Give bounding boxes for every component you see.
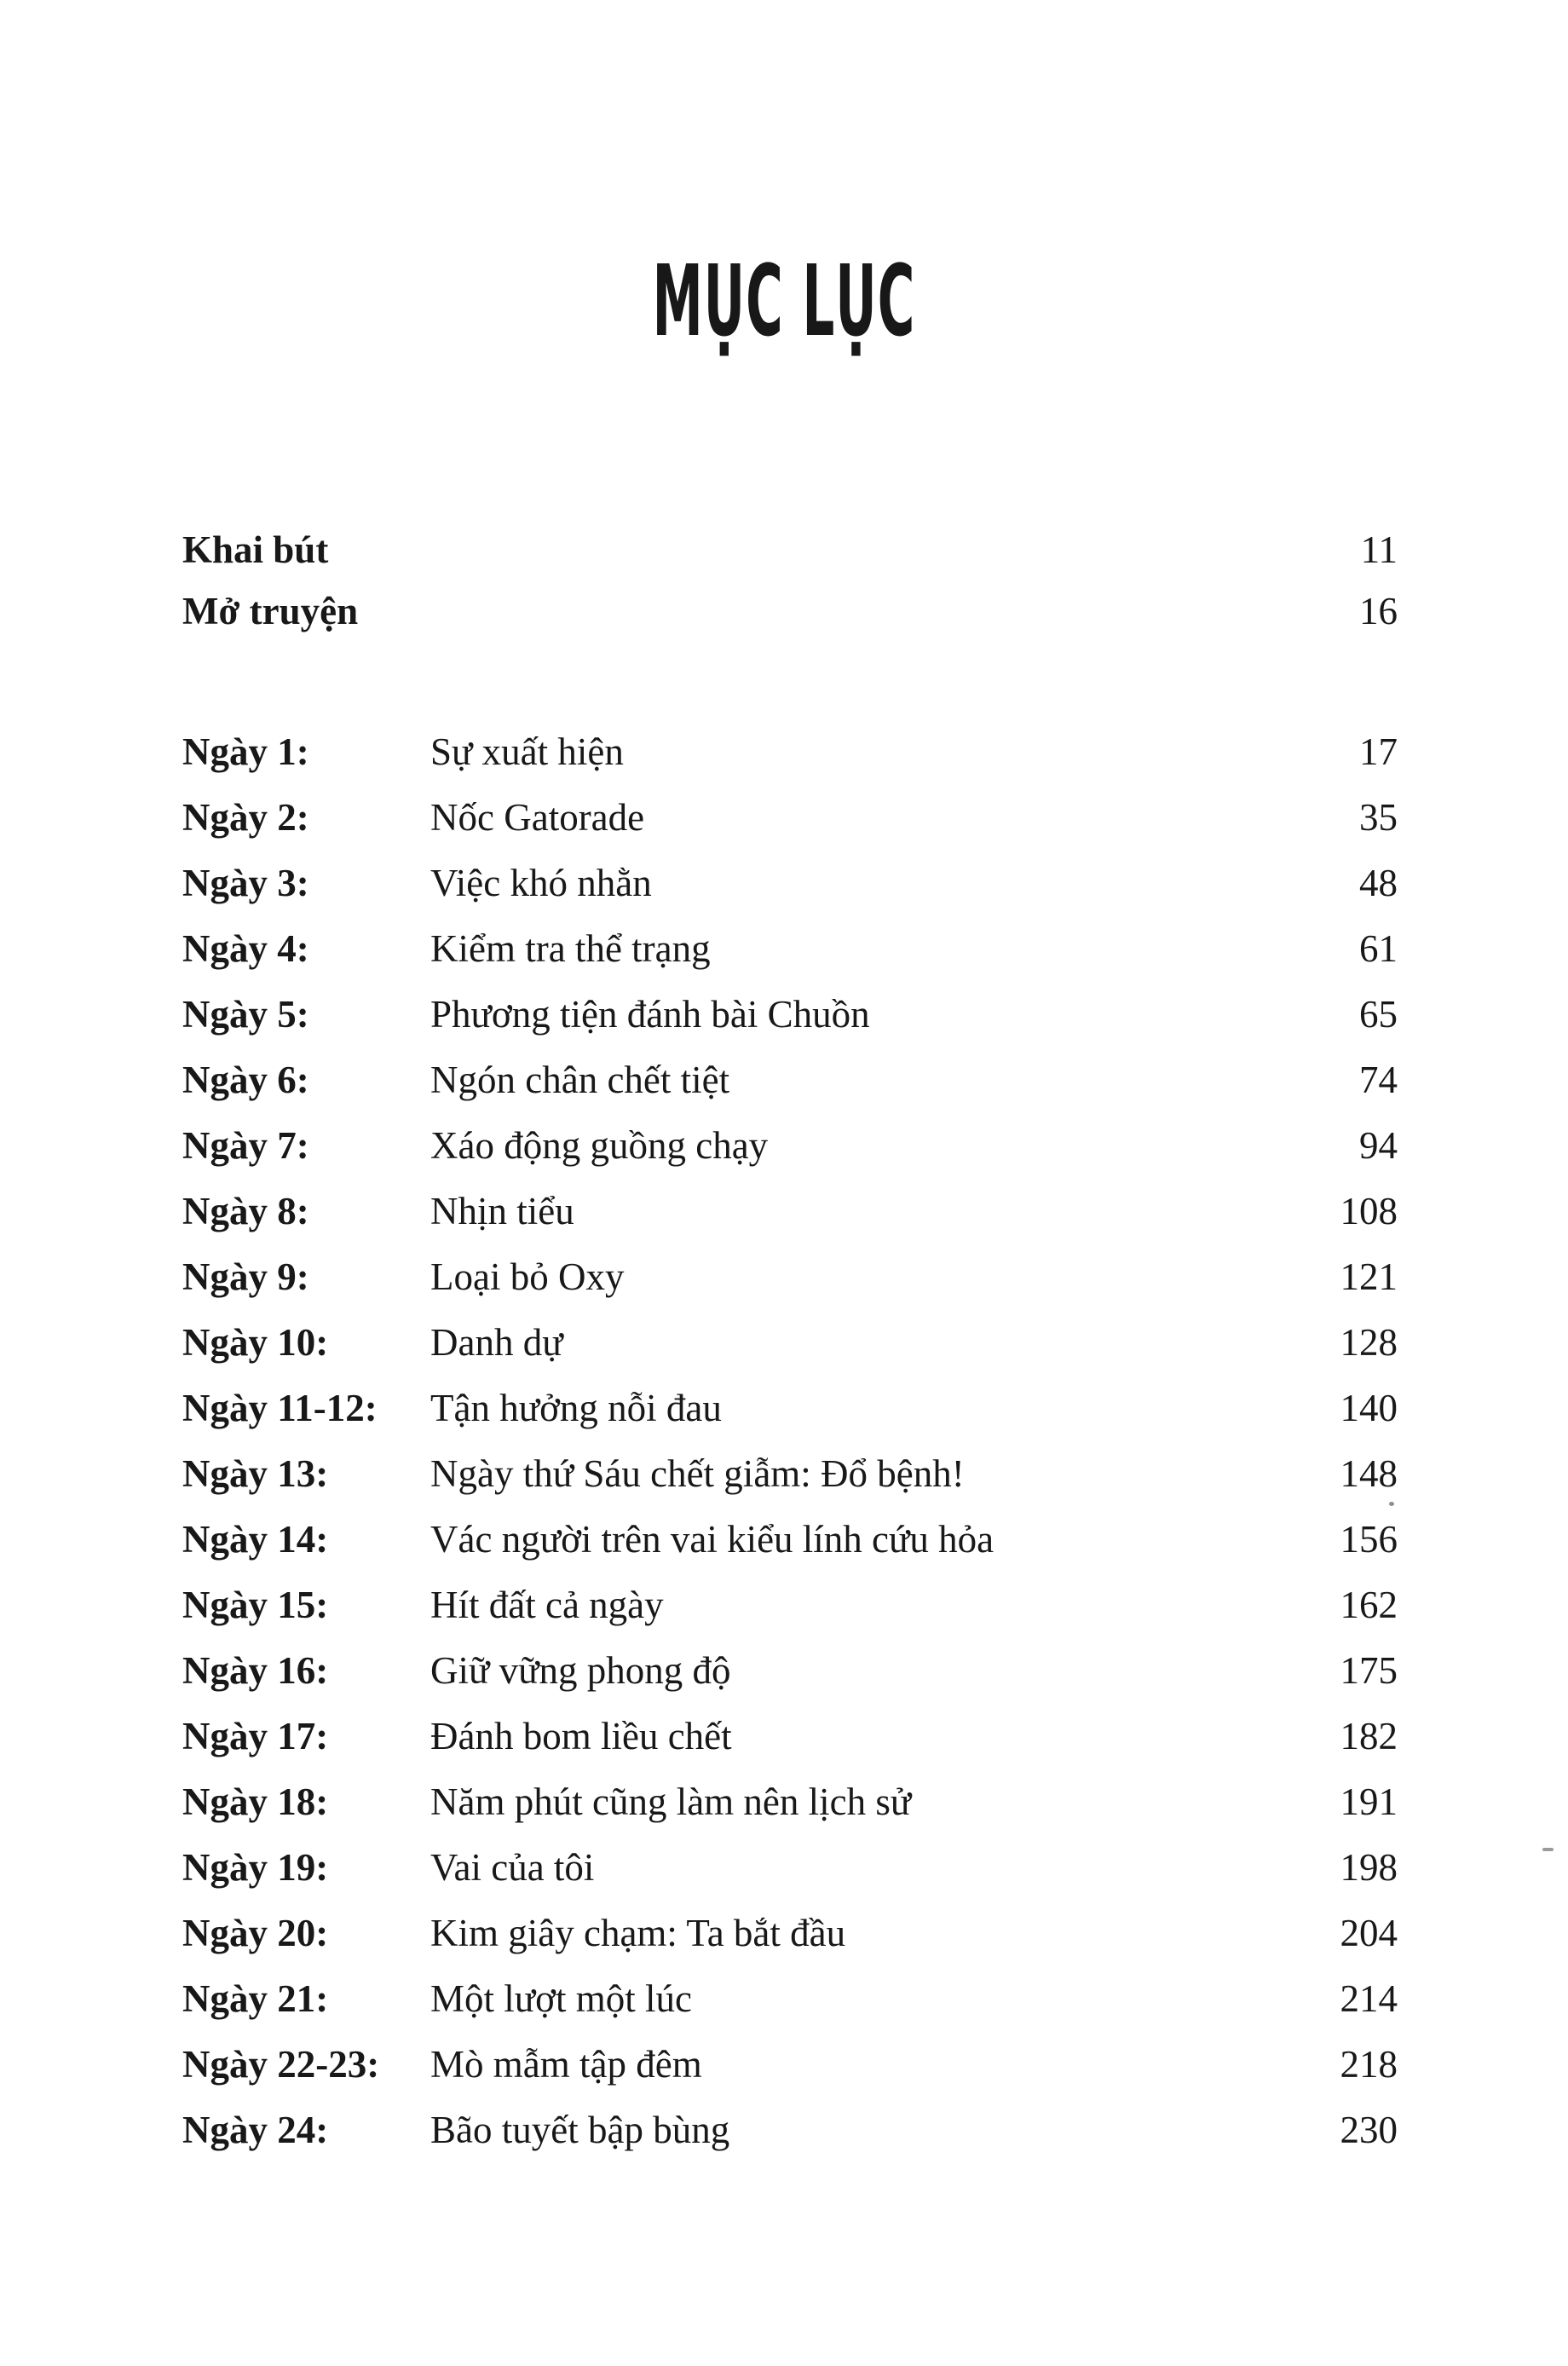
toc-chapter-row xyxy=(182,1841,1398,1894)
toc-row-page-number: 182 xyxy=(1340,1715,1398,1757)
toc-chapter-row xyxy=(182,1316,1398,1369)
toc-row-label: Ngày 15: xyxy=(182,1584,329,1626)
toc-chapter-row xyxy=(182,1382,1398,1434)
toc-row-title: Kim giây chạm: Ta bắt đầu xyxy=(430,1912,846,1954)
toc-chapter-row xyxy=(182,791,1398,844)
toc-row-page-number: 17 xyxy=(1359,730,1398,773)
toc-row-title: Tận hưởng nỗi đau xyxy=(430,1387,722,1429)
toc-row-page-number: 204 xyxy=(1340,1912,1398,1954)
toc-chapter-row xyxy=(182,2038,1398,2091)
toc-row-title: Ngày thứ Sáu chết giẫm: Đổ bệnh! xyxy=(430,1452,965,1495)
toc-row-label: Ngày 8: xyxy=(182,1190,309,1232)
toc-row-page-number: 198 xyxy=(1340,1846,1398,1889)
toc-row-title: Nhịn tiểu xyxy=(430,1190,574,1232)
toc-front-row xyxy=(182,523,1398,576)
toc-row-title: Loại bỏ Oxy xyxy=(430,1255,625,1298)
toc-chapter-row xyxy=(182,1710,1398,1763)
toc-row-page-number: 156 xyxy=(1340,1518,1398,1561)
toc-row-title: Kiểm tra thể trạng xyxy=(430,927,711,970)
toc-row-title: Nốc Gatorade xyxy=(430,796,645,839)
toc-row-title: Năm phút cũng làm nên lịch sử xyxy=(430,1780,912,1823)
toc-row-title: Xáo động guồng chạy xyxy=(430,1124,769,1167)
toc-row-page-number: 148 xyxy=(1340,1452,1398,1495)
toc-row-title: Một lượt một lúc xyxy=(430,1977,692,2020)
toc-chapter-row xyxy=(182,1972,1398,2025)
toc-row-title: Sự xuất hiện xyxy=(430,730,624,773)
toc-row-label: Ngày 18: xyxy=(182,1780,329,1823)
toc-row-page-number: 108 xyxy=(1340,1190,1398,1232)
toc-row-label: Khai bút xyxy=(182,528,329,571)
scan-speck xyxy=(1542,1848,1554,1851)
toc-row-label: Ngày 21: xyxy=(182,1977,329,2020)
toc-row-label: Mở truyện xyxy=(182,590,359,632)
toc-row-title: Giữ vững phong độ xyxy=(430,1649,731,1692)
toc-row-page-number: 48 xyxy=(1359,862,1398,904)
toc-row-label: Ngày 11-12: xyxy=(182,1387,378,1429)
toc-chapter-row xyxy=(182,922,1398,975)
toc-row-label: Ngày 2: xyxy=(182,796,309,839)
toc-chapter-row xyxy=(182,1119,1398,1172)
toc-row-label: Ngày 1: xyxy=(182,730,309,773)
toc-row-page-number: 65 xyxy=(1359,993,1398,1036)
toc-row-title: Danh dự xyxy=(430,1321,563,1364)
toc-row-page-number: 121 xyxy=(1340,1255,1398,1298)
toc-row-title: Vác người trên vai kiểu lính cứu hỏa xyxy=(430,1518,994,1561)
toc-row-title: Bão tuyết bập bùng xyxy=(430,2109,730,2151)
toc-row-page-number: 191 xyxy=(1340,1780,1398,1823)
toc-row-page-number: 162 xyxy=(1340,1584,1398,1626)
toc-chapter-row xyxy=(182,1185,1398,1238)
toc-chapter-row xyxy=(182,988,1398,1041)
toc-row-label: Ngày 5: xyxy=(182,993,309,1036)
toc-row-label: Ngày 9: xyxy=(182,1255,309,1298)
toc-row-title: Vai của tôi xyxy=(430,1846,595,1889)
toc-row-page-number: 61 xyxy=(1359,927,1398,970)
toc-row-label: Ngày 20: xyxy=(182,1912,329,1954)
page-title: MỤC LỤC xyxy=(652,243,916,359)
toc-row-title: Ngón chân chết tiệt xyxy=(430,1059,730,1101)
toc-row-label: Ngày 7: xyxy=(182,1124,309,1167)
toc-row-page-number: 175 xyxy=(1340,1649,1398,1692)
toc-row-title: Việc khó nhằn xyxy=(430,862,652,904)
toc-row-label: Ngày 24: xyxy=(182,2109,329,2151)
toc-row-label: Ngày 17: xyxy=(182,1715,329,1757)
toc-row-label: Ngày 13: xyxy=(182,1452,329,1495)
toc-row-page-number: 230 xyxy=(1340,2109,1398,2151)
toc-chapter-row xyxy=(182,1513,1398,1566)
toc-row-label: Ngày 6: xyxy=(182,1059,309,1101)
toc-chapter-row xyxy=(182,1053,1398,1106)
toc-chapter-row xyxy=(182,1775,1398,1828)
toc-chapter-row xyxy=(182,1907,1398,1959)
toc-row-title: Đánh bom liều chết xyxy=(430,1715,732,1757)
toc-row-page-number: 16 xyxy=(1359,590,1398,632)
toc-row-page-number: 214 xyxy=(1340,1977,1398,2020)
toc-chapter-row xyxy=(182,1250,1398,1303)
toc-row-title: Phương tiện đánh bài Chuồn xyxy=(430,993,870,1036)
toc-row-label: Ngày 22-23: xyxy=(182,2043,380,2086)
toc-chapter-row xyxy=(182,1447,1398,1500)
toc-row-label: Ngày 10: xyxy=(182,1321,329,1364)
toc-row-page-number: 94 xyxy=(1359,1124,1398,1167)
toc-row-label: Ngày 3: xyxy=(182,862,309,904)
toc-chapter-row xyxy=(182,1644,1398,1697)
toc-row-page-number: 128 xyxy=(1340,1321,1398,1364)
toc-row-page-number: 74 xyxy=(1359,1059,1398,1101)
toc-row-title: Mò mẫm tập đêm xyxy=(430,2043,702,2086)
toc-row-page-number: 35 xyxy=(1359,796,1398,839)
toc-row-title: Hít đất cả ngày xyxy=(430,1584,664,1626)
toc-chapter-row xyxy=(182,725,1398,778)
toc-chapter-row xyxy=(182,857,1398,909)
toc-row-label: Ngày 4: xyxy=(182,927,309,970)
toc-chapter-row xyxy=(182,1578,1398,1631)
toc-row-page-number: 218 xyxy=(1340,2043,1398,2086)
scan-speck xyxy=(1389,1502,1394,1506)
toc-row-label: Ngày 16: xyxy=(182,1649,329,1692)
toc-row-label: Ngày 19: xyxy=(182,1846,329,1889)
toc-chapter-row xyxy=(182,2103,1398,2156)
toc-row-page-number: 140 xyxy=(1340,1387,1398,1429)
toc-row-label: Ngày 14: xyxy=(182,1518,329,1561)
toc-row-page-number: 11 xyxy=(1360,528,1398,571)
toc-front-row xyxy=(182,585,1398,638)
